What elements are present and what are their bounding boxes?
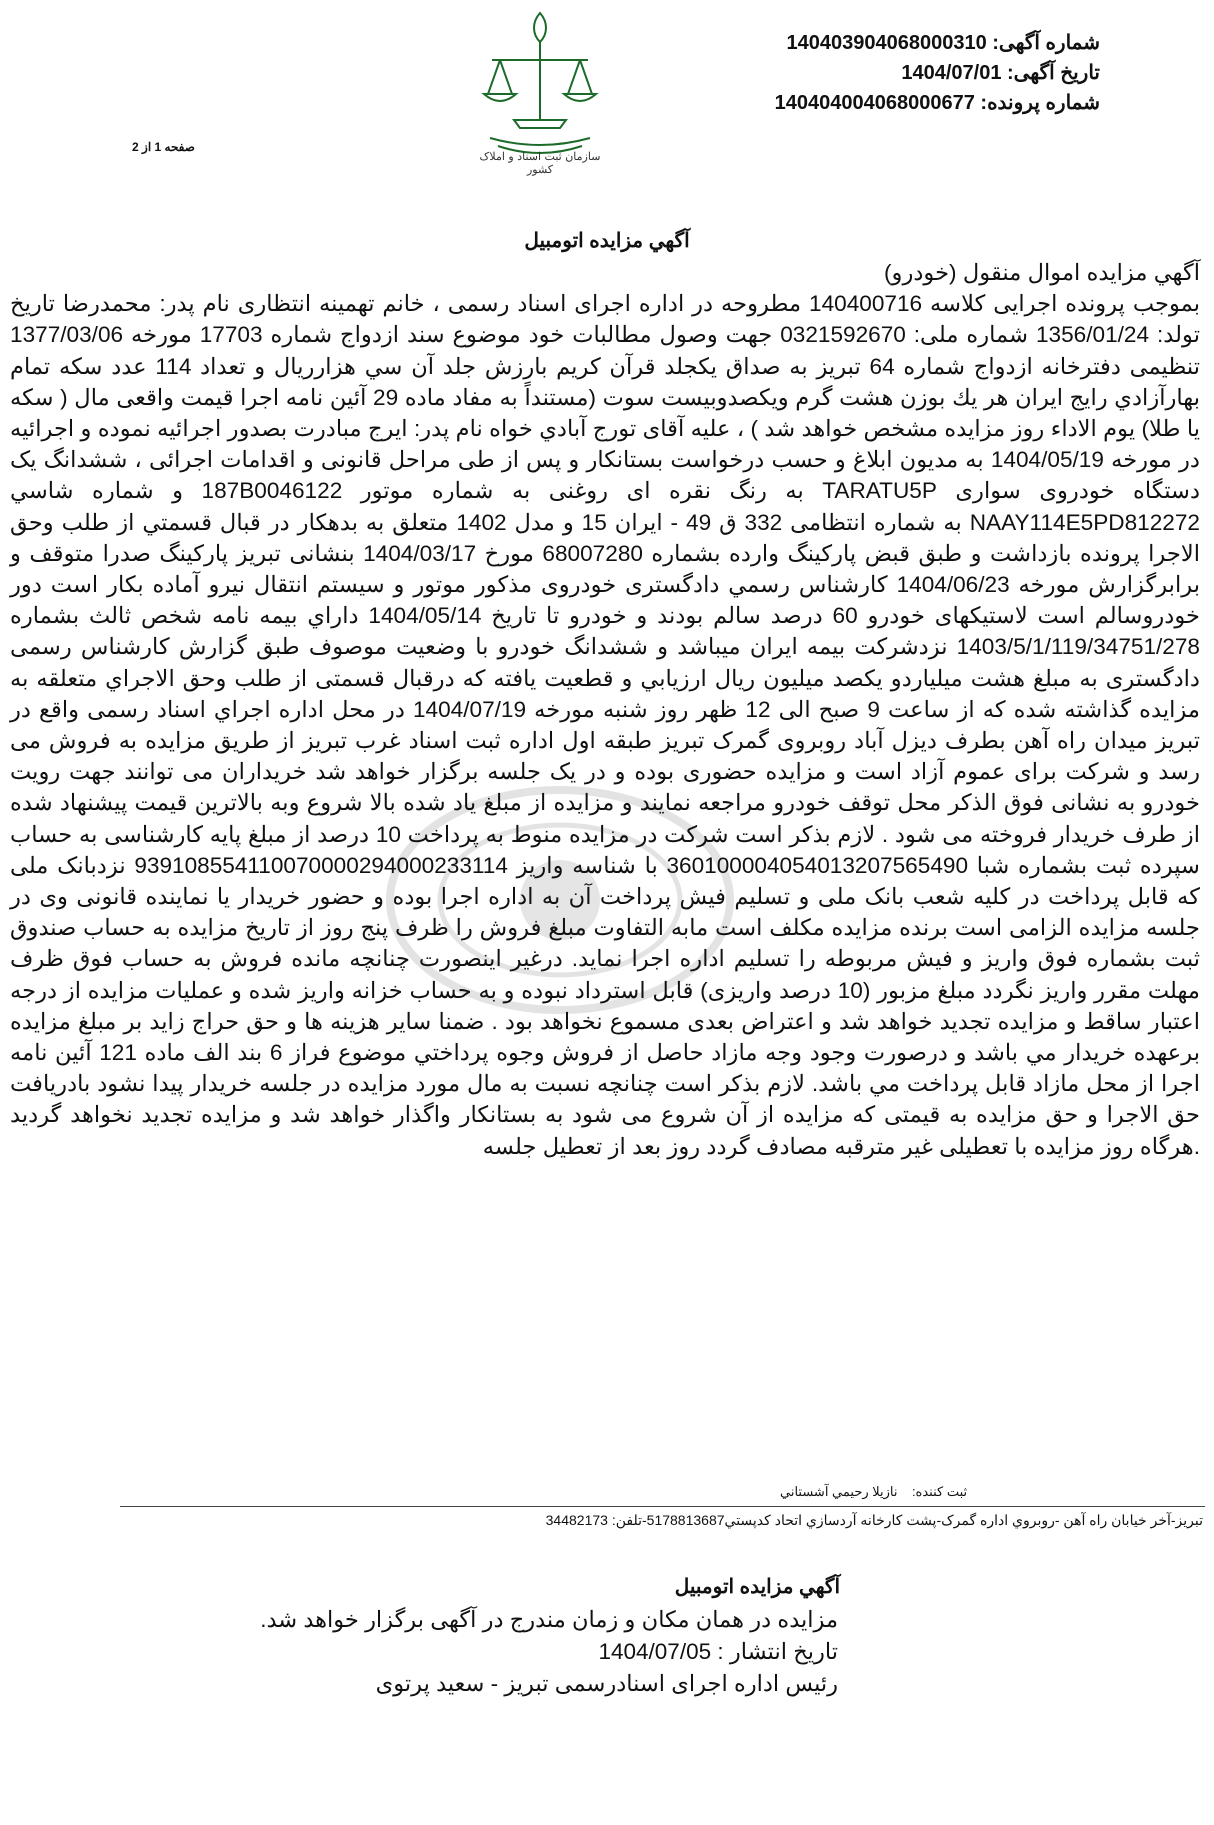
signature: رئیس اداره اجرای اسنادرسمی تبریز - سعید پرتوی [375,1671,838,1696]
page-indicator: صفحه 1 از 2 [132,140,195,154]
registrar-name: نازيلا رحيمي آشستاني [780,1484,898,1499]
notice-number: 140403904068000310 [786,32,987,54]
notice-number-label: شماره آگهی: [992,32,1100,54]
registrar-label: ثبت كننده: [911,1484,968,1499]
publication-notice [200,1604,838,1700]
notice-title: آگهي مزايده اتومبيل [674,1576,840,1598]
document-body [10,257,1200,1162]
registrar [780,1484,967,1500]
file-number-label: شماره پرونده: [980,92,1100,114]
document-subtitle: آگهي مزايده اموال منقول (خودرو) [884,260,1200,285]
notice-date-row [720,58,1100,88]
publication-date: 1404/07/05 [598,1639,712,1664]
notice-line: مزایده در همان مکان و زمان مندرج در آگهی برگزار خواهد شد. [260,1607,838,1632]
publication-date-label: تاریخ انتشار : [717,1639,838,1664]
publication-date-row [200,1636,838,1668]
notice-date-label: تاریخ آگهی: [1007,62,1100,84]
body-paragraph: بموجب پرونده اجرایی کلاسه 140400716 مطروحه در اداره اجرای اسناد رسمی ، خانم تهمینه انتظاری نام پدر: محمدرضا تاریخ تولد: 1356/01/24 شماره ملی: 0321592670 جهت وصول مطالبات خود موضوع سند ازدواج شماره 17703 مورخه 1377/03/06 تنظیمی دفترخانه ازدواج شماره 64 تبریز به صداق یکجلد قرآن کریم بارزش جلد آن سي هزارريال و تعداد 114 عدد سكه تمام بهارآزادي رايج ايران هر يك بوزن هشت گرم ويكصدوبيست سوت (مستنداً به مفاد ماده 29 آئين نامه اجرا قيمت واقعی مال ( سكه يا طلا) يوم الاداء روز مزايده مشخص خواهد شد ) ، علیه آقای تورج آبادي خواه نام پدر: ایرج مبادرت بصدور اجرائیه نموده و اجرائیه در مورخه 1404/05/19 به مدیون ابلاغ و حسب درخواست بستانکار و پس از طی مراحل قانونی و اقدامات اجرائی ، ششدانگ یک دستگاه خودروی سواری TARATU5P به رنگ نقره ای روغنی به شماره موتور 187B0046122 و شماره شاسي NAAY114E5PD812272 به شماره انتظامی 332 ق 49 - ایران 15 و مدل 1402 متعلق به بدهکار در قبال قسمتي از طلب وحق الاجرا پرونده بازداشت و طبق قبض پارکینگ وارده بشماره 68007280 مورخ 1404/03/17 بنشانی تبریز پارکینگ صدرا متوقف و برابرگزارش مورخه 1404/06/23 کارشناس رسمي دادگستری خودروی مذکور موتور و سیستم انتقال نیرو آماده بکار است دور خودروسالم است لاستیکهای خودرو 60 درصد سالم بودند و خودرو تا تاریخ 1404/05/14 داراي بیمه نامه شخص ثالث بشماره 1403/5/1/119/34751/278 نزدشرکت بیمه ایران میباشد و ششدانگ خودرو با وضعیت موصوف طبق گزارش کارشناس رسمی دادگستری به مبلغ هشت میلیاردو یکصد میلیون ریال ارزیابي و قطعیت یافته که درقبال قسمتی از طلب وحق الاجراي متعلقه به مزایده گذاشته شده که از ساعت 9 صبح الی 12 ظهر روز شنبه مورخه 1404/07/19 در محل اداره اجراي اسناد رسمی واقع در تبریز میدان راه آهن بطرف دیزل آباد روبروی گمرک تبریز طبقه اول اداره ثبت اسناد غرب تبریز از طریق مزایده به فروش می رسد و شرکت برای عموم آزاد است و مزایده حضوری بوده و در یک جلسه برگزار خواهد شد خریداران می توانند جهت رویت خودرو به نشانی فوق الذکر محل توقف خودرو مراجعه نمایند و مزایده از مبلغ یاد شده بالا شروع وبه بالاترین قیمت پیشنهاد شده از طرف خریدار فروخته می شود . لازم بذکر است شرکت در مزایده منوط به پرداخت 10 درصد از مبلغ پایه کارشناسی به حساب سپرده ثبت بشماره شبا 360100004054013207565490 با شناسه واریز 939108554110070000294000233114 نزدبانک ملی که قابل پرداخت در کلیه شعب بانک ملی و تسلیم فیش پرداخت آن به اداره اجرا بوده و حضور خریدار یا نماینده قانونی وی در جلسه مزایده الزامی است برنده مزایده مکلف است مابه التفاوت مبلغ فروش را ظرف پنج روز از تاریخ مزایده به حساب صندوق ثبت بشماره فوق واریز و فیش مربوطه را تسلیم اداره اجرا نماید. درغیر اینصورت چنانچه مانده فروش به حساب فوق ظرف مهلت مقرر واریز نگردد مبلغ مزبور (10 درصد واریزی) قابل استرداد نبوده و به حساب خزانه واریز شده و عملیات مزایده از درجه اعتبار ساقط و مزایده تجدید خواهد شد و اعتراض بعدی مسموع نخواهد بود . ضمنا سایر هزینه ها و حق حراج زاید بر مبلغ مزایده برعهده خریدار مي باشد و درصورت وجود وجه مازاد حاصل از فروش وجوه پرداختي موضوع فراز 6 بند الف ماده 121 آئين نامه اجرا از محل مازاد قابل پرداخت مي باشد. لازم بذکر است چنانچه نسبت به مال مورد مزایده در جلسه خریدار پیدا نشود بادریافت حق الاجرا و حق مزایده به قیمتی که مزایده از آن شروع می شود به بستانکار واگذار خواهد شد و مزایده تجدید نخواهد گردید .هرگاه روز مزایده با تعطیلی غیر مترقبه مصادف گردد روز بعد از تعطیل جلسه [10,291,1201,1159]
emblem-caption: سازمان ثبت اسناد و املاک کشور [479,150,601,176]
office-address: تبریز-آخر خیابان راه آهن -روبروي اداره گمرک-پشت کارخانه آردسازي اتحاد کدپستي5178813687-تلفن: 34482173 [545,1512,1203,1528]
file-number: 140404004068000677 [774,92,975,114]
footer-divider [120,1506,1205,1507]
file-number-row [720,88,1100,118]
notice-meta [720,28,1100,118]
notice-date: 1404/07/01 [901,62,1002,84]
document-title: آگهي مزايده اتومبيل [524,230,690,252]
notice-number-row [720,28,1100,58]
